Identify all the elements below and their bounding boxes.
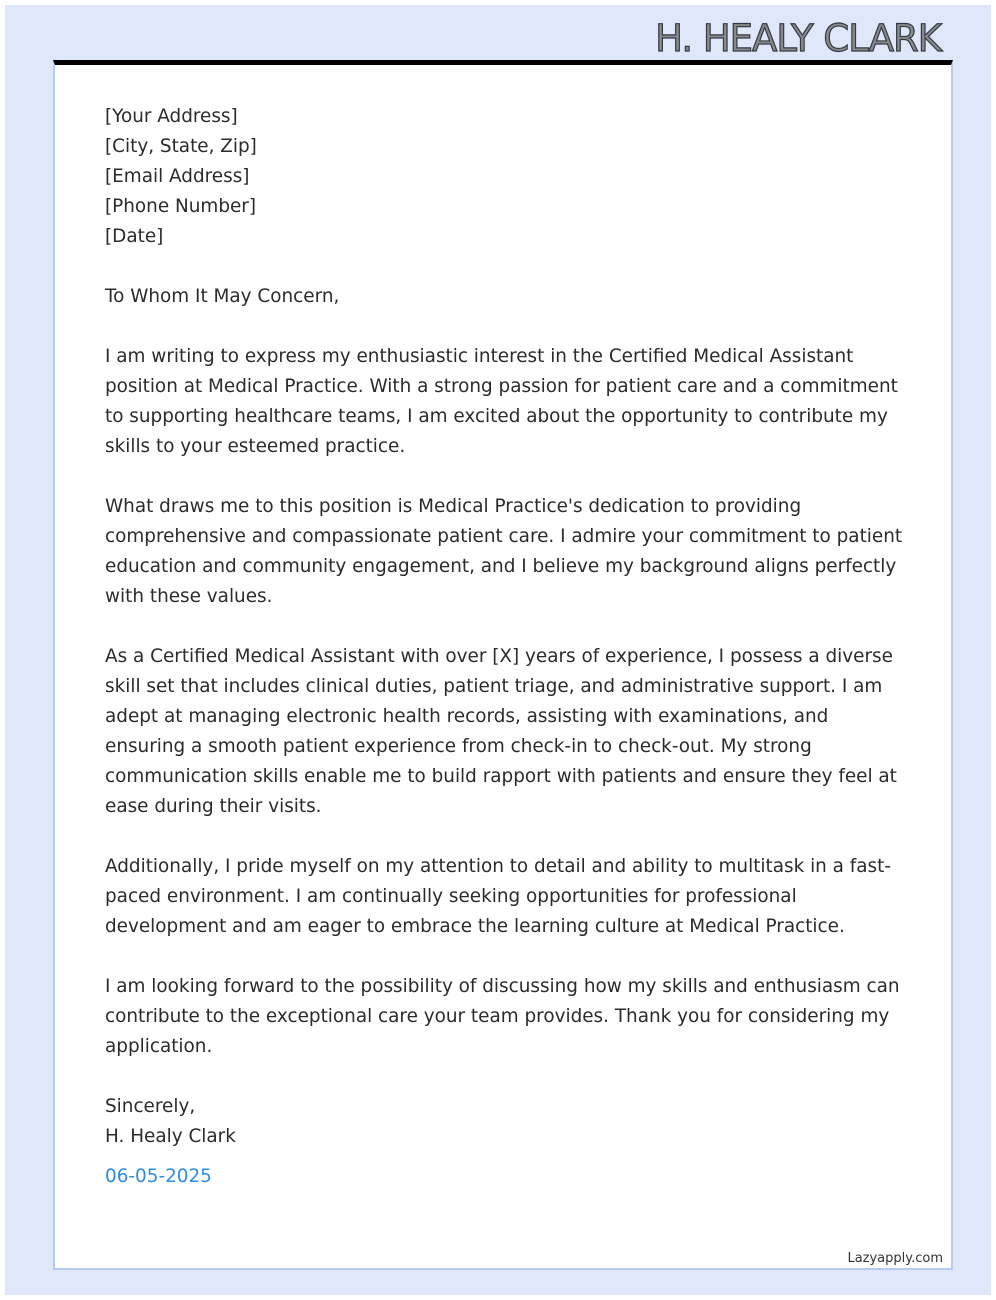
closing-phrase: Sincerely, (105, 1096, 196, 1117)
salutation: To Whom It May Concern, (105, 286, 340, 307)
address-line-city: [City, State, Zip] (105, 136, 257, 157)
letter-body (105, 102, 905, 1192)
paragraph-closing: I am looking forward to the possibility of discussing how my skills and enthusiasm can contribute to the exceptional care your team provides. Thank you for considering my application. (105, 976, 900, 1057)
signature-block (105, 1092, 905, 1192)
address-line-phone: [Phone Number] (105, 196, 257, 217)
letter-date: 06-05-2025 (105, 1166, 212, 1187)
signature-name: H. Healy Clark (105, 1126, 236, 1147)
address-line-email: [Email Address] (105, 166, 250, 187)
address-line-address: [Your Address] (105, 106, 238, 127)
address-line-date: [Date] (105, 226, 164, 247)
name-title: H. HEALY CLARK (655, 17, 941, 60)
paragraph-intro: I am writing to express my enthusiastic interest in the Certified Medical Assistant position at Medical Practice. With a strong passion for patient care and a commitment to supporting healthcare teams, I am excited about the opportunity to contribute my skills to your esteemed practice. (105, 346, 898, 457)
letter-panel (53, 60, 953, 1270)
watermark: Lazyapply.com (847, 1251, 943, 1266)
page-frame (5, 5, 991, 1295)
paragraph-experience: As a Certified Medical Assistant with over [X] years of experience, I possess a diverse skill set that includes clinical duties, patient triage, and administrative support. I am adept at managing electronic health records, assisting with examinations, and ensuring a smooth patient experience from check-in to check-out. My strong communication skills enable me to build rapport with patients and ensure they feel at ease during their visits. (105, 646, 897, 817)
paragraph-additional: Additionally, I pride myself on my attention to detail and ability to multitask in a fast-paced environment. I am continually seeking opportunities for professional development and am eager to embrace the learning culture at Medical Practice. (105, 856, 891, 937)
address-block (105, 102, 905, 252)
paragraph-motivation: What draws me to this position is Medical Practice's dedication to providing comprehensive and compassionate patient care. I admire your commitment to patient education and community engagement, and I believe my background aligns perfectly with these values. (105, 496, 903, 607)
